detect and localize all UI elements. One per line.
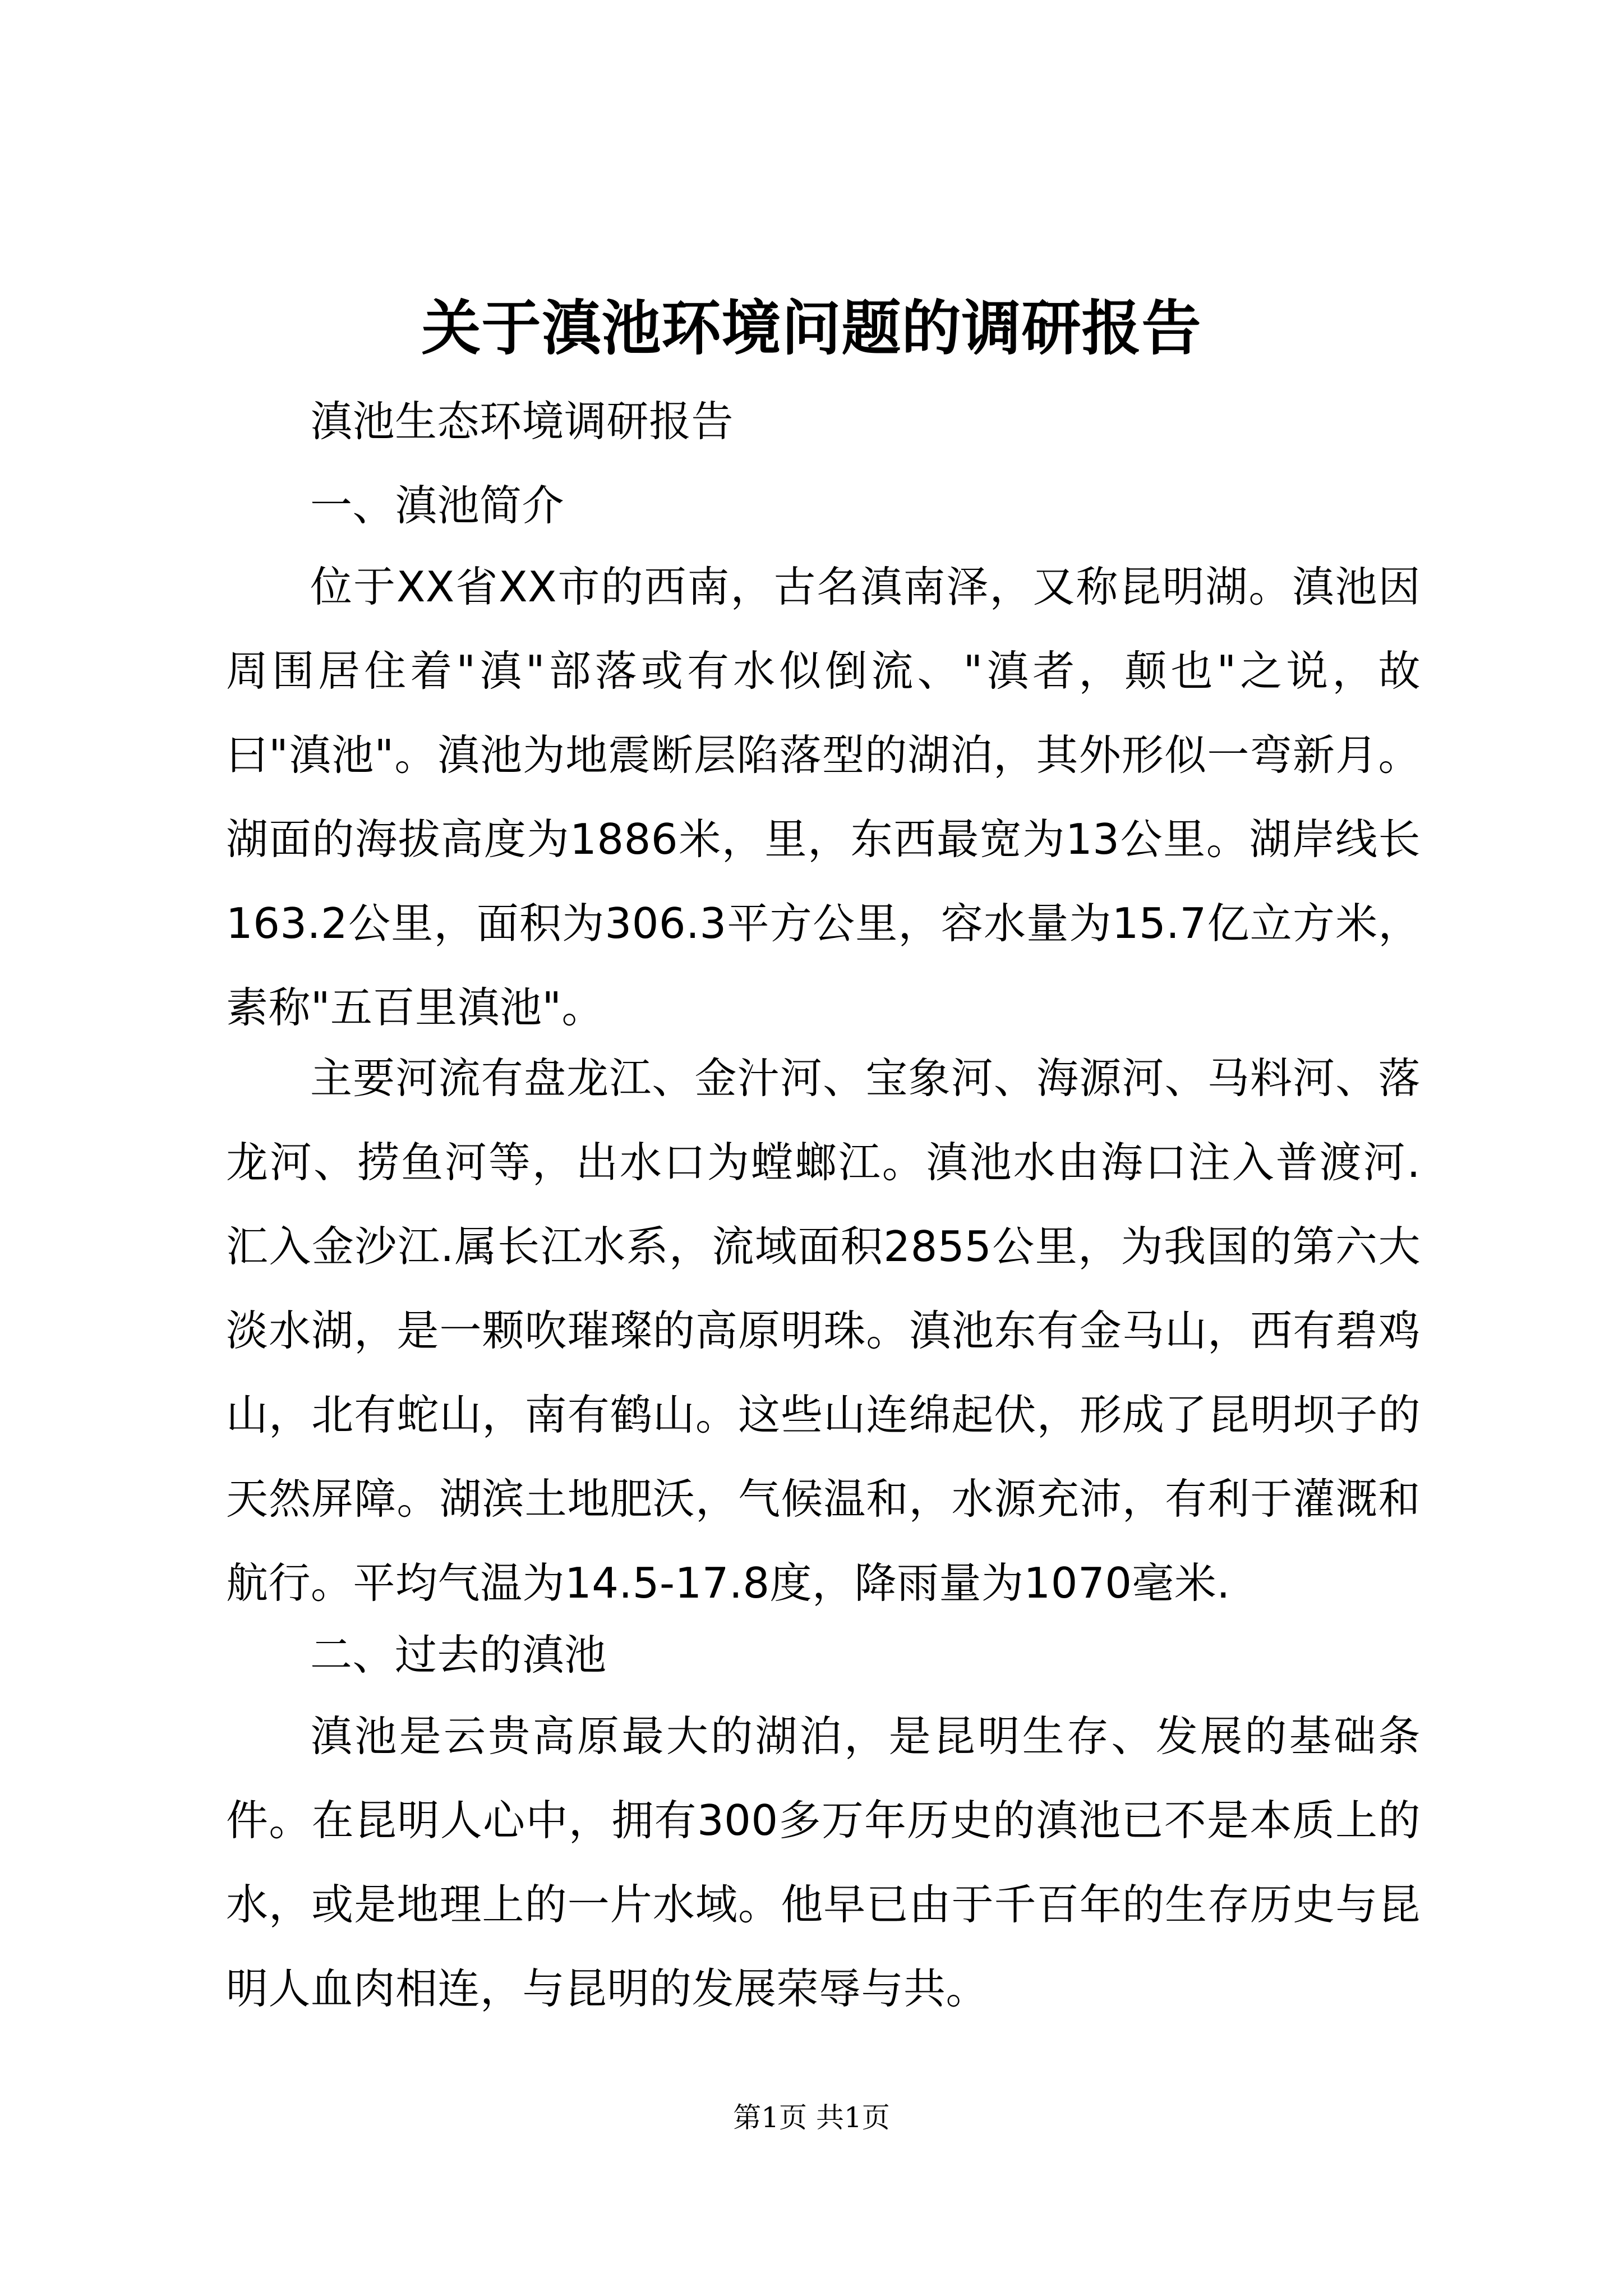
paragraph-intro-location: 位于XX省XX市的西南，古名滇南泽，又称昆明湖。滇池因周围居住着"滇"部落或有水似倒流、"滇者，颠也"之说，故曰"滇池"。滇池为地震断层陷落型的湖泊，其外形似一弯新月。湖面的海拔高度为1886米，里，东西最宽为13公里。湖岸线长163.2公里，面积为306.3平方公里，容水量为15.7亿立方米，素称"五百里滇池"。 xyxy=(226,562,1421,1032)
page-footer: 第1页 共1页 xyxy=(733,2101,890,2134)
paragraph-intro-rivers: 主要河流有盘龙江、金汁河、宝象河、海源河、马料河、落龙河、捞鱼河等，出水口为螳螂江。滇池水由海口注入普渡河.汇入金沙江.属长江水系，流域面积2855公里，为我国的第六大淡水湖，是一颗吹璀璨的高原明珠。滇池东有金马山，西有碧鸡山，北有蛇山，南有鹤山。这些山连绵起伏，形成了昆明坝子的天然屏障。湖滨土地肥沃，气候温和，水源充沛，有利于灌溉和航行。平均气温为14.5-17.8度，降雨量为1070毫米. xyxy=(226,1053,1421,1608)
section-heading-past: 二、过去的滇池 xyxy=(310,1630,607,1680)
document-subtitle: 滇池生态环境调研报告 xyxy=(310,397,734,446)
section-heading-intro: 一、滇池简介 xyxy=(310,481,565,530)
paragraph-past-dianchi: 滇池是云贵高原最大的湖泊，是昆明生存、发展的基础条件。在昆明人心中，拥有300多万年历史的滇池已不是本质上的水，或是地理上的一片水域。他早已由于千百年的生存历史与昆明人血肉相连，与昆明的发展荣辱与共。 xyxy=(226,1711,1421,2013)
page-title: 关于滇池环境问题的调研报告 xyxy=(421,293,1202,363)
